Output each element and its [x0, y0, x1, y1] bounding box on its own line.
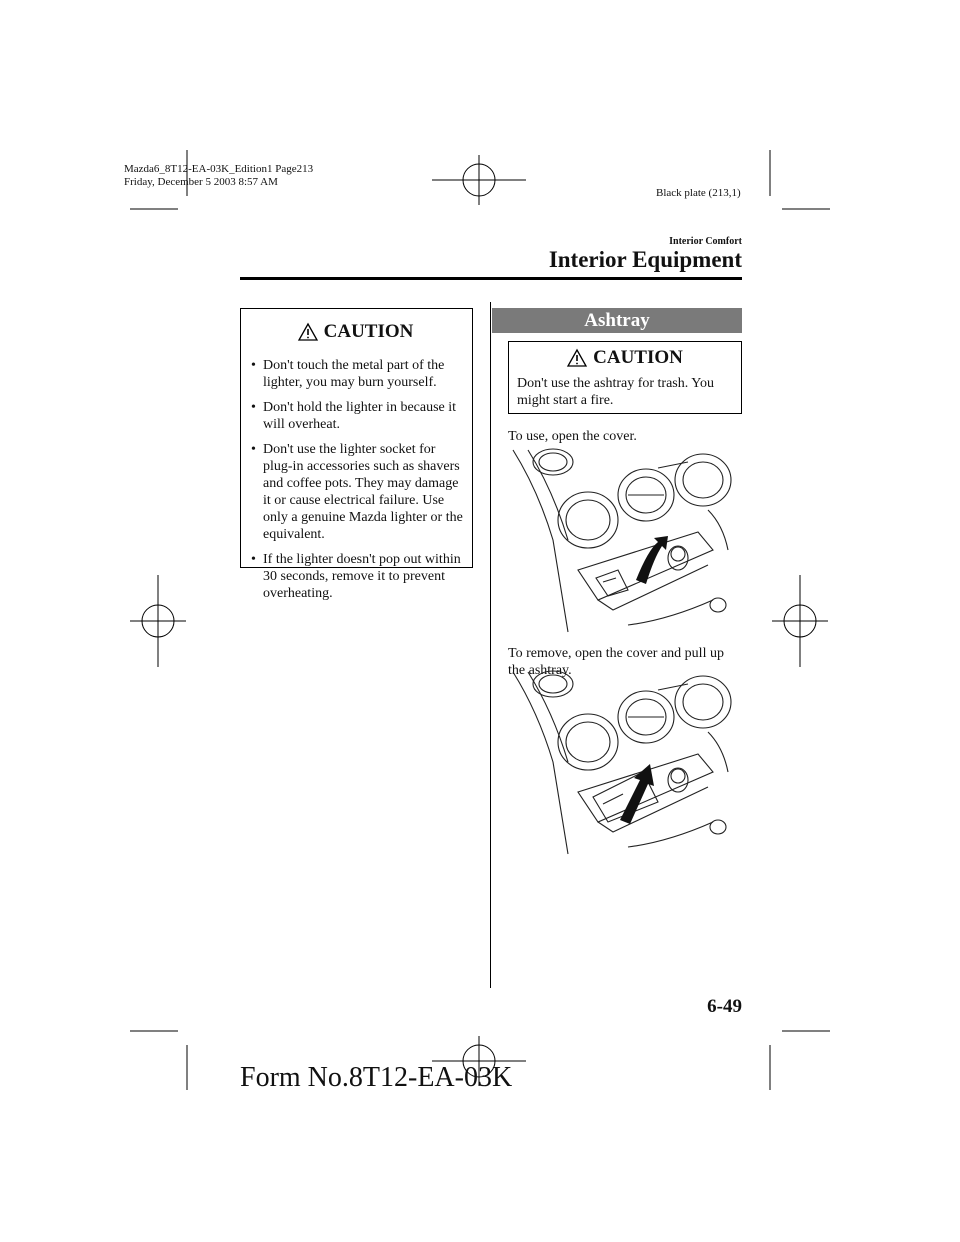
- caution-item: • Don't use the lighter socket for plug-in accessories such as shavers and coffee pots. They may damage it or cause electrical failure. Use only a genuine Mazda lighter or the equivalent.: [241, 441, 464, 543]
- print-info-line2: Friday, December 5 2003 8:57 AM: [124, 176, 278, 188]
- use-instruction: To use, open the cover.: [508, 429, 637, 444]
- lighter-caution-box: [240, 308, 473, 601]
- page-number: 6-49: [707, 996, 742, 1017]
- remove-instruction: To remove, open the cover and pull up the ashtray.: [508, 646, 724, 678]
- ashtray-caution-box: [508, 341, 742, 414]
- caution-item: • Don't hold the lighter in because it will overheat.: [241, 399, 464, 433]
- warning-icon: [567, 349, 587, 367]
- caution-title: CAUTION: [593, 347, 683, 368]
- caution-item: • Don't touch the metal part of the lighter, you may burn yourself.: [241, 357, 464, 391]
- section-subtitle: Interior Comfort: [669, 236, 742, 247]
- plate-label: Black plate (213,1): [656, 187, 741, 199]
- ashtray-caution-text: Don't use the ashtray for trash. You might start a fire.: [517, 376, 714, 408]
- header-rule: [240, 277, 742, 280]
- caution-item: • If the lighter doesn't pop out within 30 seconds, remove it to prevent overheating.: [241, 551, 464, 602]
- caution-heading: [247, 321, 464, 343]
- form-number: Form No.8T12-EA-03K: [240, 1062, 513, 1093]
- caution-heading: [509, 347, 741, 369]
- print-info-line1: Mazda6_8T12-EA-03K_Edition1 Page213: [124, 163, 314, 175]
- caution-title: CAUTION: [323, 321, 414, 342]
- section-title: Interior Equipment: [548, 247, 742, 272]
- ashtray-remove-illustration: [508, 672, 742, 854]
- warning-icon: [298, 323, 318, 341]
- ashtray-open-illustration: [508, 450, 742, 632]
- column-divider: [490, 302, 491, 988]
- ashtray-heading: Ashtray: [492, 308, 742, 333]
- caution-list: [241, 357, 464, 602]
